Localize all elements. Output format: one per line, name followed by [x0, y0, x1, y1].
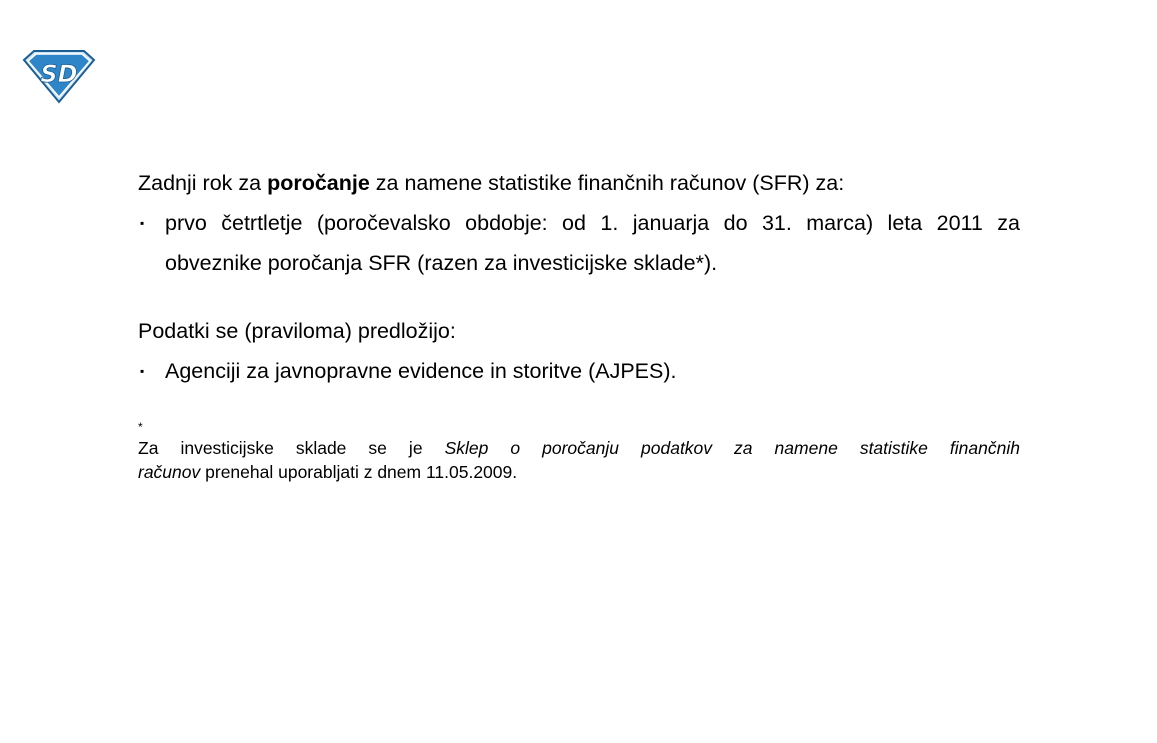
- footnote-italic-1: Sklep o poročanju podatkov za namene statistike finančnih: [444, 438, 1020, 458]
- deadline-list-item: [138, 203, 1020, 283]
- section-spacer: [138, 283, 1020, 311]
- footnote: [138, 418, 1020, 484]
- sd-logo: [22, 48, 96, 104]
- deadline-intro-text-2: za namene statistike finančnih računov (SFR) za:: [369, 171, 845, 195]
- submission-list-item: [138, 351, 1020, 391]
- submission-intro: Podatki se (praviloma) predložijo:: [138, 319, 456, 343]
- logo-letters: SD: [40, 60, 78, 88]
- footnote-line-1: [138, 436, 1020, 460]
- deadline-item-line-1: prvo četrtletje (poročevalsko obdobje: od 1. januarja do 31. marca) leta 2011 za: [165, 211, 1020, 235]
- footnote-text-1: Za investicijske sklade se je: [138, 438, 445, 458]
- sd-shield-logo-icon: [22, 48, 96, 104]
- deadline-intro-bold: poročanje: [267, 171, 370, 195]
- deadline-intro: [138, 163, 1020, 203]
- deadline-intro-text-1: Zadnji rok za: [138, 171, 268, 195]
- submission-item-text: Agenciji za javnopravne evidence in storitve (AJPES).: [165, 359, 677, 383]
- footnote-line-2: [138, 460, 1020, 484]
- footnote-marker: *: [138, 420, 143, 434]
- footnote-text-2: prenehal uporabljati z dnem 11.05.2009.: [200, 462, 518, 482]
- bullet-icon: ▪: [140, 364, 145, 378]
- footnote-italic-2: računov: [138, 462, 201, 482]
- main-content: [138, 163, 1020, 391]
- bullet-icon: ▪: [140, 216, 145, 230]
- deadline-item-line-2: obveznike poročanja SFR (razen za investicijske sklade*).: [165, 251, 718, 275]
